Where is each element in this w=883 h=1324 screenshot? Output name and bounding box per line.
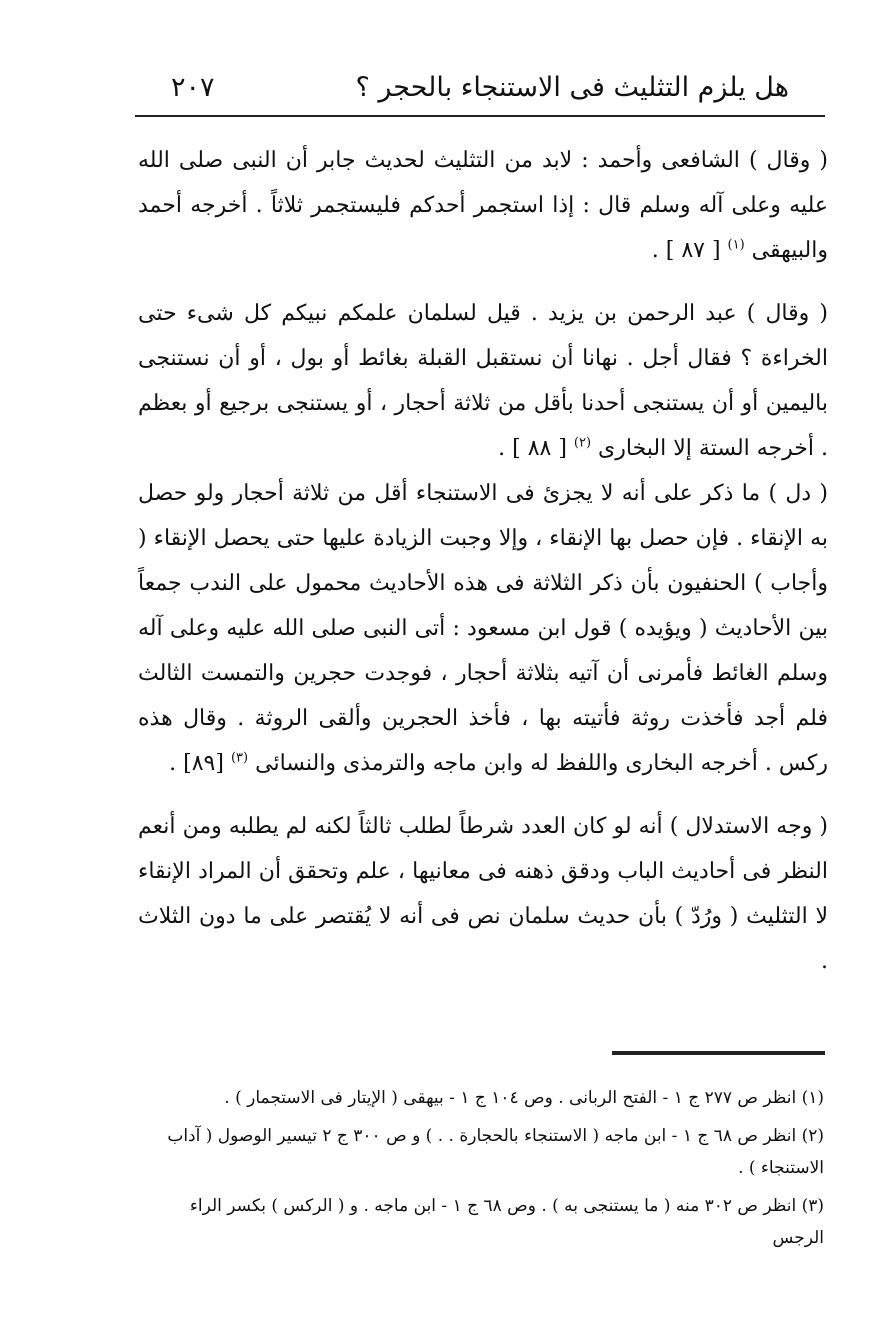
paragraph-text: ( وجه الاستدلال ) أنه لو كان العدد شرطاً لطلب ثالثاً لكنه لم يطلبه ومن أنعم النظر فى أحاديث الباب ودقق ذهنه فى معانيها ، علم وتحقق أن المراد الإنقاء لا التثليث ( ورُدّ ) بأن حديث سلمان نص فى أنه لا يُقتصر على ما دون الثلاث .: [138, 814, 828, 974]
paragraph-shafii: [138, 138, 828, 273]
hadith-number: [٨٩] .: [169, 751, 224, 776]
paragraph-text: ( دل ) ما ذكر على أنه لا يجزئ فى الاستنجاء أقل من ثلاثة أحجار ولو حصل به الإنقاء . فإن حصل بها الإنقاء ، وإلا وجبت الزيادة عليها حتى يحصل الإنقاء ( وأجاب ) الحنفيون بأن ذكر الثلاثة فى هذه الأحاديث محمول على الندب جمعاً بين الأحاديث ( ويؤيده ) قول ابن مسعود : أتى النبى صلى الله عليه وعلى آله وسلم الغائط فأمرنى أن آتيه بثلاثة أحجار ، فوجدت حجرين والتمست الثالث فلم أجد فأخذت روثة فأتيته بها ، فأخذ الحجرين وألقى الروثة . وقال هذه ركس . أخرجه البخارى واللفظ له وابن ماجه والترمذى والنسائى: [138, 481, 828, 776]
footnote-ref: (٢): [573, 435, 592, 451]
paragraph-salman: [138, 291, 828, 471]
footnote-ref: (١): [727, 237, 745, 253]
running-title: هل يلزم التثليث فى الاستنجاء بالحجر ؟: [355, 72, 789, 103]
running-header: [135, 66, 825, 110]
footnote-3: (٣) انظر ص ٣٠٢ منه ( ما يستنجى به ) . وص ٦٨ ج ١ - ابن ماجه . و ( الركس ) بكسر الراء الرجس: [189, 1196, 824, 1248]
paragraph-dalla: [138, 471, 828, 786]
header-rule: [135, 115, 825, 117]
paragraph-istidlal: [138, 804, 828, 984]
footnotes: [138, 1082, 824, 1260]
hadith-number: [ ٨٨ ] .: [498, 436, 567, 461]
main-text: [138, 138, 828, 984]
paragraph-text: ( وقال ) عبد الرحمن بن يزيد . قيل لسلمان علمكم نبيكم كل شىء حتى الخراءة ؟ فقال أجل . نهانا أن نستقبل القبلة بغائط أو بول ، أو أن نستنجى باليمين أو أن يستنجى أحدنا بأقل من ثلاثة أحجار ، أو يستنجى برجيع أو بعظم . أخرجه الستة إلا البخارى: [138, 301, 828, 461]
footnote-1: (١) انظر ص ٢٧٧ ج ١ - الفتح الربانى . وص ١٠٤ ج ١ - بيهقى ( الإيتار فى الاستجمار ) .: [224, 1088, 824, 1108]
paragraph-text: ( وقال ) الشافعى وأحمد : لابد من التثليث لحديث جابر أن النبى صلى الله عليه وعلى آله وسلم قال : إذا استجمر أحدكم فليستجمر ثلاثاً . أخرجه أحمد والبيهقى: [138, 148, 828, 263]
footnote-rule: [612, 1051, 825, 1055]
hadith-number: [ ٨٧ ] .: [651, 238, 721, 263]
footnote-2: (٢) انظر ص ٦٨ ج ١ - ابن ماجه ( الاستنجاء بالحجارة . . ) و ص ٣٠٠ ج ٢ تيسير الوصول ( آداب الاستنجاء ) .: [167, 1126, 824, 1178]
page-number: ٢٠٧: [171, 72, 215, 103]
footnote-ref: (٣): [230, 750, 249, 766]
